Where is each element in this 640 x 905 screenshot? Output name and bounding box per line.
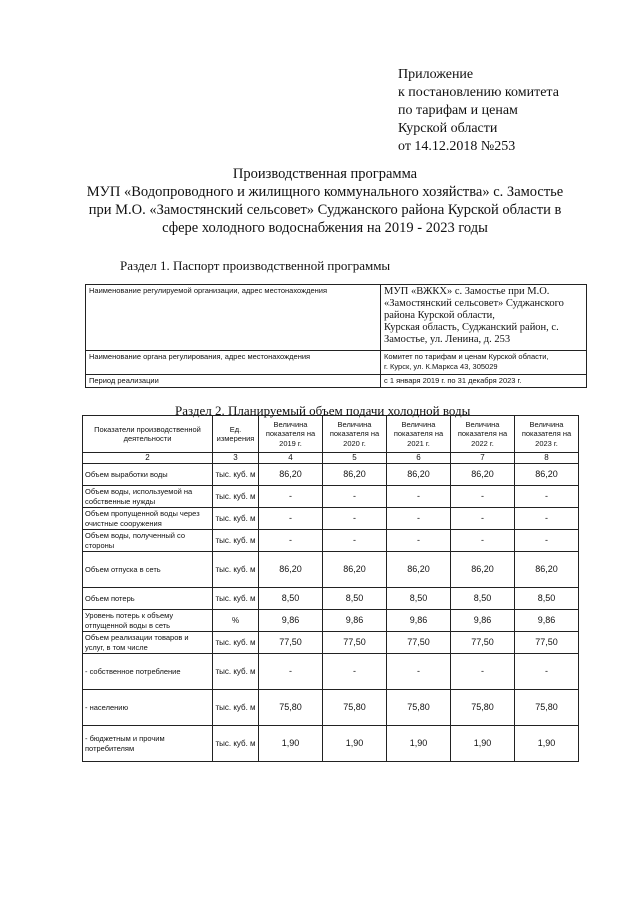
document-title [40,165,610,237]
value-cell: 77,50 [451,632,515,654]
value-cell: 75,80 [451,690,515,726]
passport-label: Наименование органа регулирования, адрес местонахождения [86,351,381,375]
table-row [83,632,579,654]
indicator-cell: Объем воды, полученный со стороны [83,530,213,552]
value-cell: 9,86 [515,610,579,632]
value-cell: 8,50 [515,588,579,610]
column-number: 5 [323,453,387,464]
value-cell: - [259,486,323,508]
title-line: Производственная программа [232,166,418,182]
value-cell: 8,50 [451,588,515,610]
water-volume-table [82,415,579,762]
value-cell: - [387,654,451,690]
column-number: 2 [83,453,213,464]
value-cell: 9,86 [259,610,323,632]
column-number: 7 [451,453,515,464]
value-cell: 9,86 [323,610,387,632]
value-cell: 86,20 [451,552,515,588]
header-cell: Величина показателя на 2022 г. [451,416,515,453]
title-line: сфере холодного водоснабжения на 2019 - 2023 годы [162,220,488,236]
value-cell: - [451,508,515,530]
header-cell: Величина показателя на 2019 г. [259,416,323,453]
passport-value-line: района Курской области, [384,310,495,321]
passport-table [85,284,587,388]
value-cell: 86,20 [323,464,387,486]
unit-cell: тыс. куб. м [213,530,259,552]
passport-value-line: Комитет по тарифам и ценам Курской области, [384,352,549,361]
unit-cell: % [213,610,259,632]
passport-value-line: «Замостянский сельсовет» Суджанского [384,298,564,309]
value-cell: - [451,530,515,552]
unit-cell: тыс. куб. м [213,464,259,486]
passport-row [86,375,587,388]
passport-label: Период реализации [86,375,381,388]
value-cell: 77,50 [259,632,323,654]
unit-cell: тыс. куб. м [213,552,259,588]
value-cell: 86,20 [387,552,451,588]
indicator-cell: Уровень потерь к объему отпущенной воды в сеть [83,610,213,632]
value-cell: 77,50 [323,632,387,654]
passport-value-line: г. Курск, ул. К.Маркса 43, 305029 [384,362,498,371]
header-cell: Величина показателя на 2023 г. [515,416,579,453]
value-cell: 9,86 [387,610,451,632]
table-row [83,690,579,726]
table-row [83,464,579,486]
value-cell: - [259,530,323,552]
value-cell: 86,20 [515,552,579,588]
value-cell: 8,50 [259,588,323,610]
passport-value [381,351,587,375]
indicator-cell: Объем пропущенной воды через очистные сооружения [83,508,213,530]
unit-cell: тыс. куб. м [213,486,259,508]
value-cell: 1,90 [451,726,515,762]
passport-row [86,285,587,351]
section2-heading: Раздел 2. Планируемый объем подачи холодной воды [175,403,471,418]
value-cell: - [259,508,323,530]
value-cell: 86,20 [323,552,387,588]
passport-value-line: Замостье, ул. Ленина, д. 253 [384,334,511,345]
table-row [83,588,579,610]
value-cell: 75,80 [387,690,451,726]
value-cell: - [323,654,387,690]
title-line: при М.О. «Замостянский сельсовет» Суджанского района Курской области в [88,202,562,218]
value-cell: 1,90 [323,726,387,762]
value-cell: 86,20 [259,464,323,486]
unit-cell: тыс. куб. м [213,588,259,610]
value-cell: 86,20 [259,552,323,588]
appendix-line: Приложение [398,67,474,82]
value-cell: - [387,508,451,530]
appendix-line: по тарифам и ценам [398,103,518,118]
table-row [83,654,579,690]
passport-value [381,285,587,351]
value-cell: - [515,508,579,530]
indicator-cell: - бюджетным и прочим потребителям [83,726,213,762]
passport-value-line: МУП «ВЖКХ» с. Замостье при М.О. [384,286,550,297]
value-cell: 1,90 [515,726,579,762]
header-cell: Величина показателя на 2020 г. [323,416,387,453]
unit-cell: тыс. куб. м [213,654,259,690]
value-cell: - [387,486,451,508]
indicator-cell: Объем выработки воды [83,464,213,486]
unit-cell: тыс. куб. м [213,508,259,530]
value-cell: 9,86 [451,610,515,632]
appendix-line: Курской области [398,121,498,136]
unit-cell: тыс. куб. м [213,726,259,762]
indicator-cell: Объем потерь [83,588,213,610]
indicator-cell: Объем воды, используемой на собственные нужды [83,486,213,508]
value-cell: 8,50 [323,588,387,610]
indicator-cell: - собственное потребление [83,654,213,690]
appendix-line: от 14.12.2018 №253 [398,139,516,154]
column-number: 4 [259,453,323,464]
value-cell: - [259,654,323,690]
passport-value [381,375,587,388]
value-cell: 1,90 [259,726,323,762]
value-cell: - [515,654,579,690]
table-row [83,508,579,530]
header-cell: Величина показателя на 2021 г. [387,416,451,453]
value-cell: 77,50 [515,632,579,654]
value-cell: - [451,486,515,508]
column-number: 3 [213,453,259,464]
header-cell: Показатели производственной деятельности [83,416,213,453]
title-line: МУП «Водопроводного и жилищного коммунального хозяйства» с. Замостье [86,184,564,200]
value-cell: 86,20 [515,464,579,486]
passport-row [86,351,587,375]
appendix-line: к постановлению комитета [398,85,559,100]
value-cell: 75,80 [259,690,323,726]
value-cell: - [323,530,387,552]
indicator-cell: Объем отпуска в сеть [83,552,213,588]
indicator-cell: - населению [83,690,213,726]
header-cell: Ед. измерения [213,416,259,453]
passport-label: Наименование регулируемой организации, адрес местонахождения [86,285,381,351]
value-cell: 86,20 [451,464,515,486]
value-cell: - [387,530,451,552]
column-number-row [83,453,579,464]
value-cell: - [515,530,579,552]
appendix-block [398,66,628,156]
value-cell: 1,90 [387,726,451,762]
table-header-row [83,416,579,453]
passport-value-line: с 1 января 2019 г. по 31 декабря 2023 г. [384,376,522,385]
column-number: 8 [515,453,579,464]
value-cell: - [451,654,515,690]
section1-heading: Раздел 1. Паспорт производственной программы [120,258,391,273]
indicator-cell: Объем реализации товаров и услуг, в том числе [83,632,213,654]
value-cell: 75,80 [515,690,579,726]
table-row [83,726,579,762]
value-cell: 86,20 [387,464,451,486]
value-cell: 8,50 [387,588,451,610]
table-row [83,486,579,508]
value-cell: - [323,486,387,508]
table-row [83,552,579,588]
value-cell: - [323,508,387,530]
value-cell: 77,50 [387,632,451,654]
value-cell: 75,80 [323,690,387,726]
unit-cell: тыс. куб. м [213,690,259,726]
table-row [83,530,579,552]
table-row [83,610,579,632]
column-number: 6 [387,453,451,464]
value-cell: - [515,486,579,508]
unit-cell: тыс. куб. м [213,632,259,654]
passport-value-line: Курская область, Суджанский район, с. [384,322,559,333]
